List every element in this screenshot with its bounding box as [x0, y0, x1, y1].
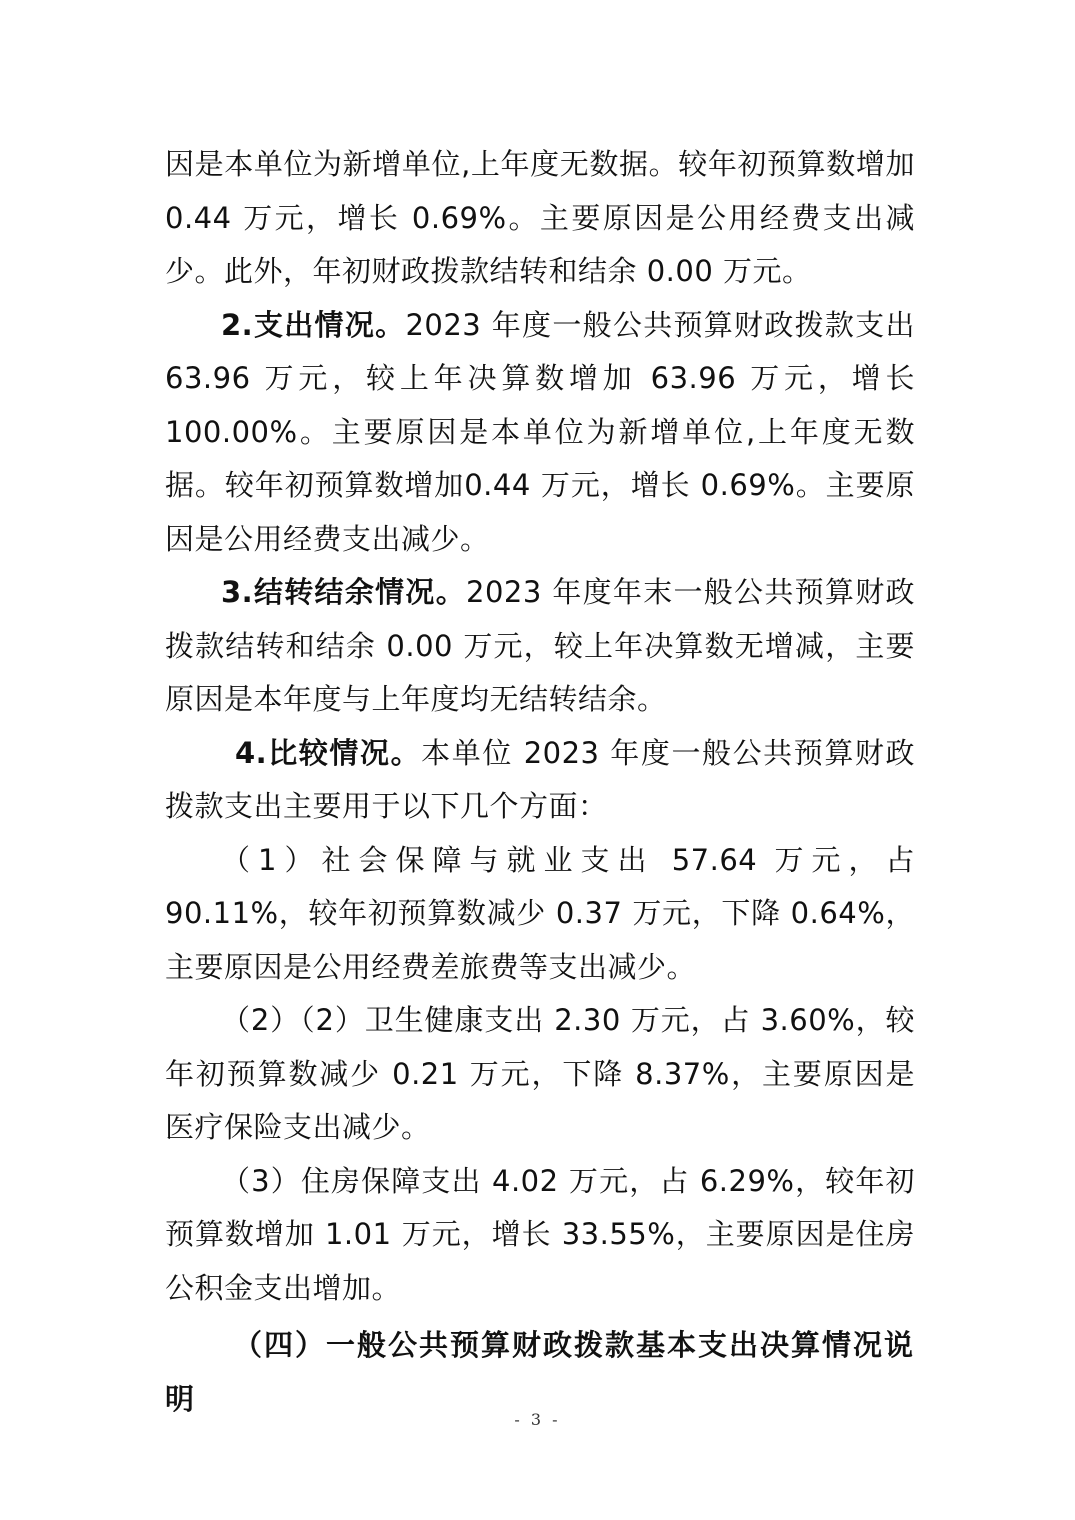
list-item-social-security: [165, 834, 915, 995]
paragraph-lead: 2.支出情况。: [221, 307, 406, 342]
page-number: - 3 -: [514, 1410, 561, 1429]
list-item-housing: [165, 1155, 915, 1316]
paragraph-lead: 3.结转结余情况。: [221, 575, 467, 609]
paragraph-carryover: [165, 566, 915, 727]
document-body: [165, 138, 915, 1426]
paragraph-comparison: [165, 727, 915, 834]
paragraph-text: 因是本单位为新增单位,上年度无数据。较年初预算数增加0.44 万元，增长 0.69%。主要原因是公用经费支出减少。此外，年初财政拨款结转和结余 0.00 万元。: [165, 147, 915, 288]
paragraph-text: （1）社会保障与就业支出 57.64 万元，占 90.11%，较年初预算数减少 0.37 万元，下降 0.64%，主要原因是公用经费差旅费等支出减少。: [165, 842, 915, 984]
paragraph-text: 本单位 2023 年度一般公共预算财政拨款支出主要用于以下几个方面：: [165, 735, 915, 823]
paragraph-text: 2023 年度一般公共预算财政拨款支出 63.96 万元，较上年决算数增加 63.96 万元，增长 100.00%。主要原因是本单位为新增单位,上年度无数据。较年初预算数增加0.44 万元，增长 0.69%。主要原因是公用经费支出减少。: [165, 307, 915, 556]
section-heading: （四）一般公共预算财政拨款基本支出决算情况说明: [165, 1328, 916, 1416]
paragraph-lead: 4.比较情况。: [235, 735, 422, 770]
paragraph-text: （3）住房保障支出 4.02 万元，占 6.29%，较年初预算数增加 1.01 万元，增长 33.55%，主要原因是住房公积金支出增加。: [165, 1163, 915, 1305]
paragraph-text: （2）（2）卫生健康支出 2.30 万元，占 3.60%，较年初预算数减少 0.21 万元，下降 8.37%，主要原因是医疗保险支出减少。: [165, 1003, 915, 1144]
paragraph-continuation: [165, 138, 915, 299]
paragraph-text: 2023 年度年末一般公共预算财政拨款结转和结余 0.00 万元，较上年决算数无增减，主要原因是本年度与上年度均无结转结余。: [165, 575, 915, 716]
list-item-health: [165, 994, 915, 1155]
paragraph-expenditure: [165, 299, 915, 567]
